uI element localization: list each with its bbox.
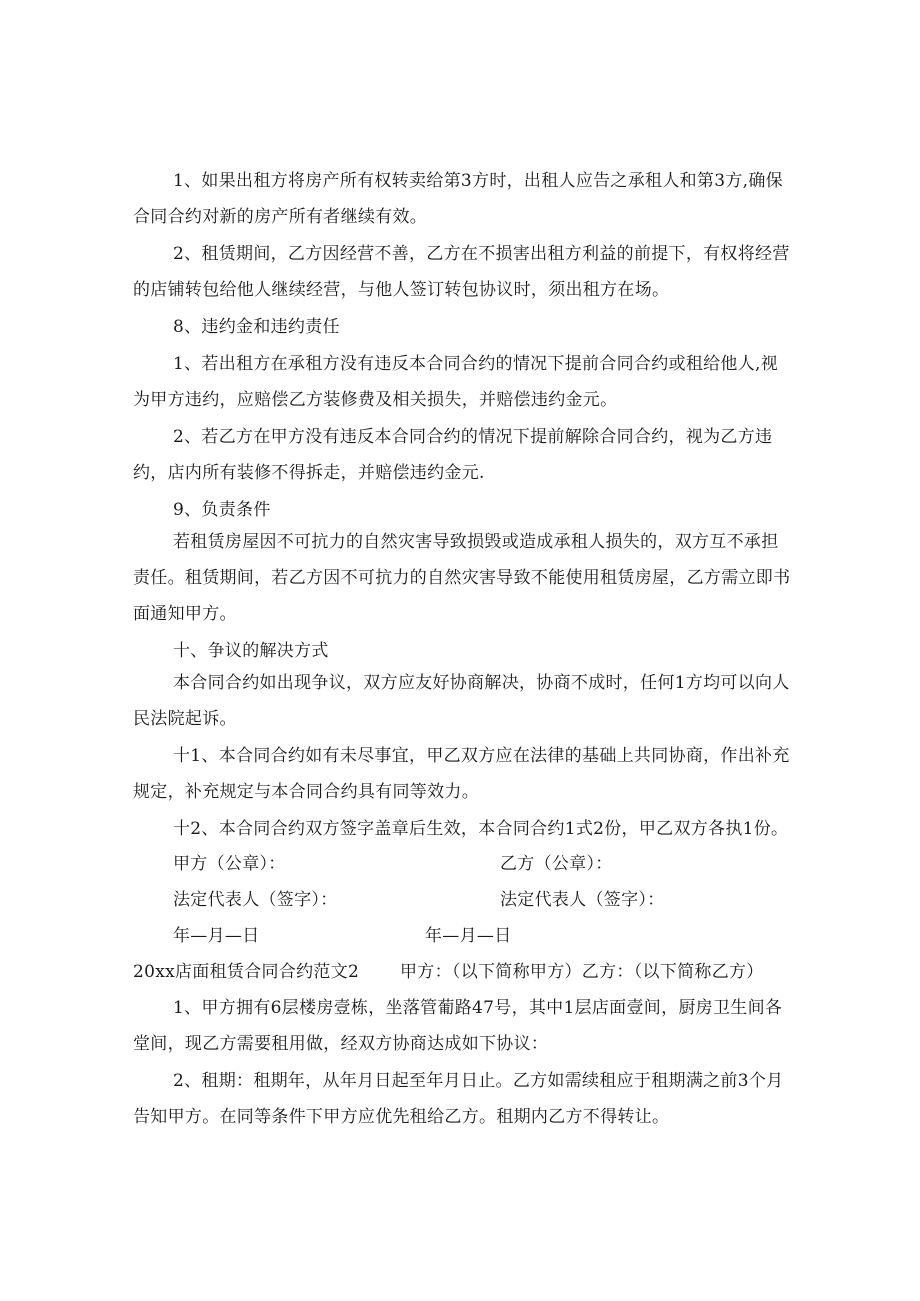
party-b-date: 年—月—日 bbox=[425, 926, 512, 946]
clause-lessor-breach: 1、若出租方在承租方没有违反本合同合约的情况下提前合同合约或租给他人,视为甲方违约，应赔偿乙方装修费及相关损失，并赔偿违约金元。 bbox=[133, 354, 779, 410]
section-heading-9: 9、负责条件 bbox=[173, 500, 271, 520]
clause-supplement: 十1、本合同合约如有未尽事宜，甲乙双方应在法律的基础上共同协商，作出补充规定，补充规定与本合同合约具有同等效力。 bbox=[133, 746, 790, 802]
section-heading-8: 8、违约金和违约责任 bbox=[173, 317, 340, 337]
contract-2-parties: 甲方：（以下简称甲方）乙方：（以下简称乙方） bbox=[400, 962, 764, 982]
party-b-seal-label: 乙方（公章）： bbox=[500, 854, 613, 874]
clause-dispute: 本合同合约如出现争议，双方应友好协商解决，协商不成时，任何1方均可以向人民法院起诉。 bbox=[133, 673, 790, 729]
party-a-seal-label: 甲方（公章）： bbox=[173, 854, 286, 874]
party-a-date: 年—月—日 bbox=[173, 926, 260, 946]
clause-force-majeure: 若租赁房屋因不可抗力的自然灾害导致损毁或造成承租人损失的，双方互不承担责任。租赁期间，若乙方因不可抗力的自然灾害导致不能使用租赁房屋，乙方需立即书面通知甲方。 bbox=[133, 532, 791, 624]
section-heading-10: 十、争议的解决方式 bbox=[173, 641, 329, 661]
party-b-rep-label: 法定代表人（签字）： bbox=[500, 890, 665, 910]
clause-sublease: 2、租赁期间，乙方因经营不善，乙方在不损害出租方利益的前提下，有权将经营的店铺转包给他人继续经营，与他人签订转包协议时，须出租方在场。 bbox=[133, 244, 790, 300]
clause-lessee-breach: 2、若乙方在甲方没有违反本合同合约的情况下提前解除合同合约，视为乙方违约，店内所有装修不得拆走，并赔偿违约金元. bbox=[133, 427, 773, 483]
clause-effective: 十2、本合同合约双方签字盖章后生效，本合同合约1式2份，甲乙双方各执1份。 bbox=[173, 819, 789, 839]
contract-2-title: 20xx店面租赁合同合约范文2 bbox=[133, 962, 360, 982]
clause-property-description: 1、甲方拥有6层楼房壹栋，坐落管葡路47号，其中1层店面壹间，厨房卫生间各堂间，现乙方需要租用做，经双方协商达成如下协议： bbox=[133, 998, 783, 1054]
party-a-rep-label: 法定代表人（签字）： bbox=[173, 890, 338, 910]
clause-transfer-ownership: 1、如果出租方将房产所有权转卖给第3方时，出租人应告之承租人和第3方,确保合同合约对新的房产所有者继续有效。 bbox=[133, 171, 783, 227]
clause-lease-term: 2、租期：租期年，从年月日起至年月日止。乙方如需续租应于租期满之前3个月告知甲方。在同等条件下甲方应优先租给乙方。租期内乙方不得转让。 bbox=[133, 1071, 784, 1127]
